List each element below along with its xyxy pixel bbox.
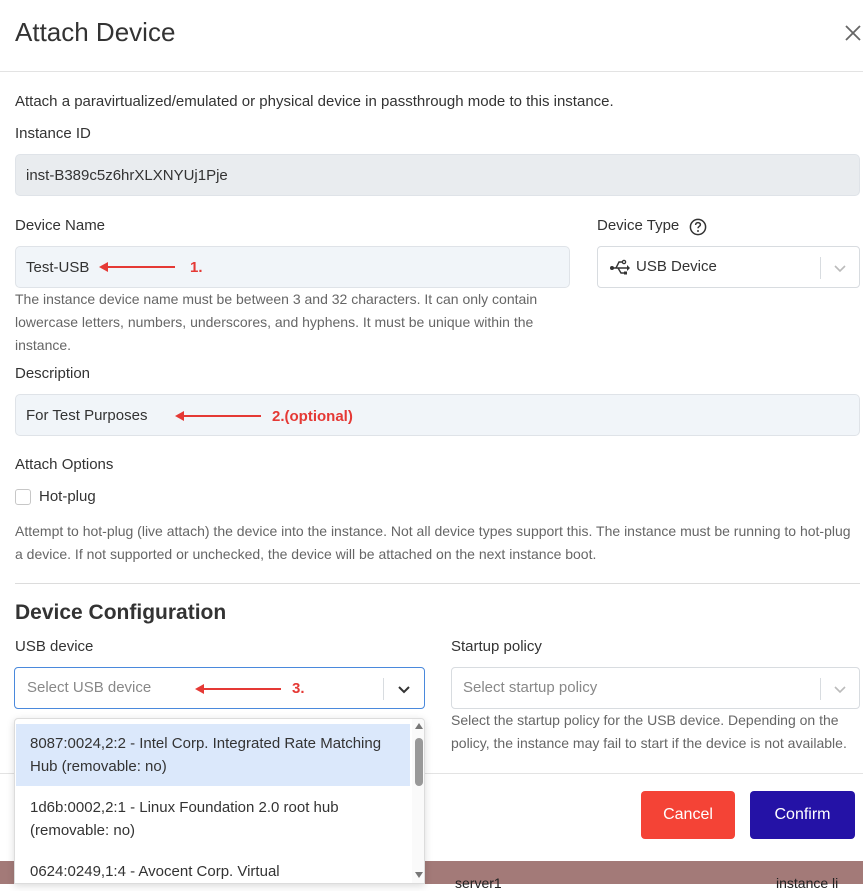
description-value: For Test Purposes [26,406,148,424]
device-type-value: USB Device [636,258,717,275]
hotplug-help: Attempt to hot-plug (live attach) the device into the instance. Not all device types support this. The instance must be running to hot-plug a device. If not supported or unchecked, the device will be attached on the next instance boot. [15,523,851,562]
hotplug-checkbox[interactable] [15,489,31,505]
confirm-button[interactable]: Confirm [750,791,855,839]
instance-id-label: Instance ID [15,125,91,142]
device-name-value: Test-USB [26,258,90,276]
background-text-right: instance li [776,875,839,891]
usb-option[interactable]: 0624:0249,1:4 - Avocent Corp. Virtual [30,863,280,880]
dialog-description: Attach a paravirtualized/emulated or physical device in passthrough mode to this instance. [15,93,614,110]
device-type-label: Device Type [597,217,680,234]
annotation-arrow-1 [99,261,177,273]
annotation-label-1: 1. [190,259,203,276]
dialog-header [0,0,863,72]
description-input[interactable] [15,394,860,436]
hotplug-label[interactable]: Hot-plug [39,488,96,505]
device-type-select[interactable] [597,246,860,288]
chevron-down-icon [396,681,412,697]
chevron-down-icon [832,681,848,697]
annotation-label-3: 3. [292,680,305,697]
select-separator [383,678,384,700]
dialog-title: Attach Device [15,17,176,47]
device-name-label: Device Name [15,217,106,234]
usb-option[interactable]: 8087:0024,2:2 - Intel Corp. Integrated Rate Matching Hub (removable: no) [16,724,410,786]
attach-options-label: Attach Options [15,456,114,473]
close-icon[interactable] [842,22,863,44]
select-separator [820,257,821,279]
cancel-button[interactable]: Cancel [641,791,735,839]
background-text-left: server1 [455,875,502,891]
select-separator [820,678,821,700]
startup-policy-help: Select the startup policy for the USB device. Depending on the policy, the instance may fail to start if the device is not available. [451,712,847,751]
startup-policy-placeholder: Select startup policy [463,679,598,696]
help-icon[interactable] [689,218,707,236]
usb-device-dropdown [14,718,425,884]
dropdown-scrollbar[interactable] [412,719,425,884]
usb-device-label: USB device [15,638,94,655]
instance-id-field [15,154,860,196]
device-configuration-title: Device Configuration [15,601,227,624]
scroll-down-icon[interactable] [414,871,424,879]
startup-policy-label: Startup policy [451,638,542,655]
scroll-up-icon[interactable] [414,722,424,730]
usb-icon [609,258,631,278]
device-name-help: The instance device name must be between 3 and 32 characters. It can only contain lowercase letters, numbers, underscores, and hyphens. It must be unique within the instance. [15,291,538,353]
annotation-label-2: 2.(optional) [272,408,353,425]
annotation-arrow-2 [175,410,263,422]
annotation-arrow-3 [195,683,283,695]
instance-id-value: inst-B389c5z6hrXLXNYUj1Pje [26,166,228,184]
description-label: Description [15,365,91,382]
scrollbar-thumb[interactable] [415,738,423,786]
section-divider [15,583,860,584]
usb-option[interactable]: 1d6b:0002,2:1 - Linux Foundation 2.0 root hub (removable: no) [30,799,339,839]
usb-device-placeholder: Select USB device [27,679,152,696]
chevron-down-icon [832,260,848,276]
startup-policy-select[interactable] [451,667,860,709]
